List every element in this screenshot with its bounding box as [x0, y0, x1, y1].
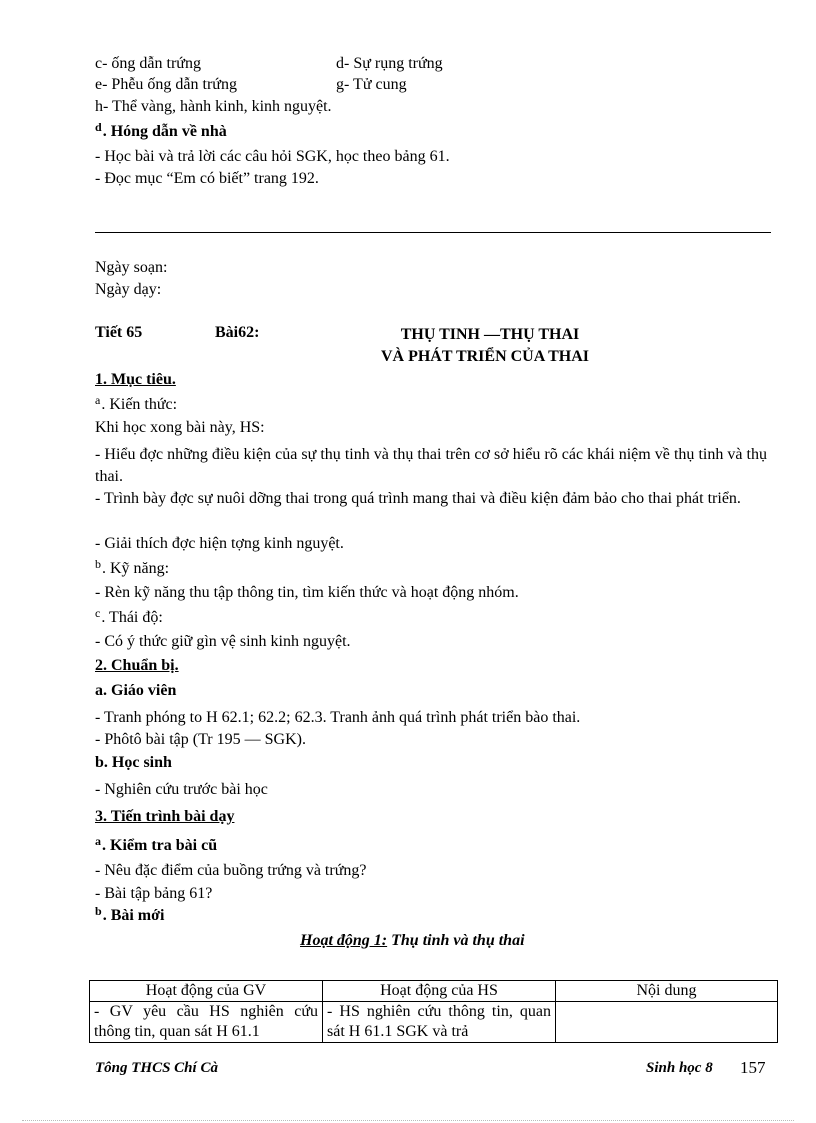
option-e: e- Phễu ống dẫn trứng [95, 76, 237, 93]
table-cell-hs: - HS nghiên cứu thông tin, quan sát H 61.1 SGK và trả [323, 1002, 556, 1043]
homework-item: - Đọc mục “Em có biết” trang 192. [95, 170, 319, 187]
option-h: h- Thể vàng, hành kinh, kinh nguyệt. [95, 98, 332, 115]
table-header: Hoạt động của GV [90, 981, 323, 1002]
attitude-text: . Thái độ: [101, 609, 163, 626]
review-marker: a [95, 834, 101, 848]
table-header-row [90, 981, 778, 1002]
page-bottom-dotted-line [22, 1120, 794, 1121]
section2-heading: 2. Chuẩn bị. [95, 657, 179, 674]
footer-subject: Sinh học 8 [646, 1060, 713, 1076]
teacher-item: - Phôtô bài tập (Tr 195 — SGK). [95, 731, 306, 748]
activity-title: Thụ tinh và thụ thai [387, 932, 525, 949]
table-cell-gv: - GV yêu cầu HS nghiên cứu thông tin, quan sát H 61.1 [90, 1002, 323, 1043]
section3-heading: 3. Tiến trình bài dạy [95, 808, 235, 825]
knowledge-label [95, 395, 177, 415]
knowledge-item: - Giải thích đợc hiện tợng kinh nguyệt. [95, 535, 344, 552]
table-header: Nội dung [556, 981, 778, 1002]
lesson-title-line1: THỤ TINH —THỤ THAI [400, 326, 580, 343]
skill-marker: b [95, 557, 101, 571]
skill-label [95, 559, 169, 579]
section1-heading: 1. Mục tiêu. [95, 371, 176, 388]
table-cell-content [556, 1002, 778, 1043]
skill-text: . Kỹ năng: [102, 560, 170, 577]
activity-label: Hoạt động 1: [300, 932, 388, 949]
review-item: - Nêu đặc điểm của buồng trứng và trứng? [95, 862, 367, 879]
table-header: Hoạt động của HS [323, 981, 556, 1002]
option-d: d- Sự rụng trứng [336, 55, 443, 72]
student-heading: b. Học sinh [95, 754, 172, 771]
activity-heading [300, 931, 525, 951]
table-row [90, 1002, 778, 1043]
date-taught: Ngày dạy: [95, 281, 162, 298]
intro-line: Khi học xong bài này, HS: [95, 419, 265, 436]
homework-marker: d [95, 120, 102, 134]
skill-item: - Rèn kỹ năng thu tập thông tin, tìm kiến thức và hoạt động nhóm. [95, 584, 519, 601]
knowledge-marker: a [95, 393, 101, 407]
review-title: . Kiểm tra bài cũ [102, 837, 218, 854]
option-c: c- ống dẫn trứng [95, 55, 201, 72]
new-lesson-title: . Bài mới [102, 907, 165, 924]
lesson-number: Tiết 65 [95, 324, 143, 341]
new-lesson-heading [95, 906, 164, 926]
knowledge-item: - Hiểu đợc những điều kiện của sự thụ tinh và thụ thai trên cơ sở hiểu rõ các khái niệm về thụ tinh và thụ thai. [95, 446, 767, 485]
knowledge-text: . Kiến thức: [101, 396, 178, 413]
date-prepared: Ngày soạn: [95, 259, 168, 276]
separator-line [95, 232, 771, 233]
page-number: 157 [740, 1058, 766, 1077]
attitude-marker: c [95, 606, 101, 620]
lesson-title-line2: VÀ PHÁT TRIỂN CỦA THAI [380, 348, 590, 365]
homework-title: . Hóng dẫn về nhà [102, 123, 227, 140]
student-item: - Nghiên cứu trước bài học [95, 781, 268, 798]
attitude-item: - Có ý thức giữ gìn vệ sinh kinh nguyệt. [95, 633, 351, 650]
review-heading [95, 836, 217, 856]
attitude-label [95, 608, 163, 628]
option-g: g- Tử cung [336, 76, 407, 93]
teacher-item: - Tranh phóng to H 62.1; 62.2; 62.3. Tranh ảnh quá trình phát triển bào thai. [95, 709, 581, 726]
new-lesson-marker: b [95, 904, 102, 918]
lesson-bai: Bài62: [215, 324, 260, 341]
homework-heading [95, 122, 227, 142]
review-item: - Bài tập bảng 61? [95, 885, 213, 902]
knowledge-item: - Trình bày đợc sự nuôi dỡng thai trong quá trình mang thai và điều kiện đảm bảo cho thai phát triển. [95, 490, 741, 507]
activity-table [89, 980, 778, 1043]
homework-item: - Học bài và trả lời các câu hỏi SGK, học theo bảng 61. [95, 148, 450, 165]
teacher-heading: a. Giáo viên [95, 682, 177, 699]
footer-school: Tông THCS Chí Cà [95, 1060, 218, 1076]
